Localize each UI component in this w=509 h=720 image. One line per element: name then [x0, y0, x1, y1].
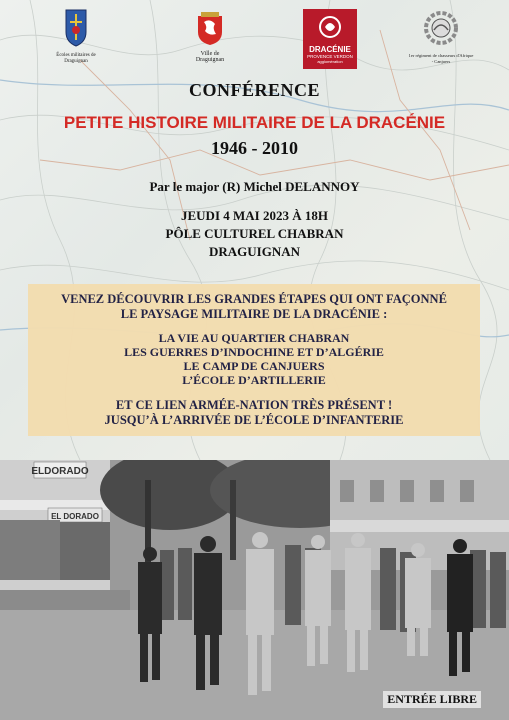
- page-title: PETITE HISTOIRE MILITAIRE DE LA DRACÉNIE: [63, 113, 446, 132]
- panel-intro-2: LE PAYSAGE MILITAIRE DE LA DRACÉNIE :: [120, 307, 388, 321]
- eldorado-sign-2: EL DORADO: [51, 512, 99, 521]
- panel-outro-2: JUSQU’À L’ARRIVÉE DE L’ÉCOLE D’INFANTERIE: [104, 413, 404, 427]
- panel-item-2: LES GUERRES D’INDOCHINE ET D’ALGÉRIE: [124, 345, 384, 359]
- panel-outro-1: ET CE LIEN ARMÉE-NATION TRÈS PRÉSENT !: [115, 398, 393, 412]
- ecoles-militaires-logo: [52, 8, 100, 65]
- dragon-crest-icon: [197, 12, 223, 46]
- speaker-label: Par le major (R) Michel DELANNOY: [149, 179, 360, 194]
- panel-item-3: LE CAMP DE CANJUERS: [183, 359, 325, 373]
- ecoles-label: Écoles militaires de Draguignan: [56, 53, 96, 64]
- eldorado-sign: ELDORADO: [31, 466, 89, 477]
- chasseurs-logo: [408, 8, 474, 64]
- venue-label: PÔLE CULTUREL CHABRAN: [165, 226, 344, 241]
- ville-draguignan-logo: [186, 12, 234, 63]
- shield-icon: [64, 8, 88, 48]
- dracenie-sub2: agglomération: [317, 59, 343, 64]
- program-panel: [28, 284, 480, 436]
- dracenie-label: DRACÉNIE: [309, 45, 351, 54]
- panel-intro-1: VENEZ DÉCOUVRIR LES GRANDES ÉTAPES QUI ONT FAÇONNÉ: [61, 292, 447, 306]
- chasseurs-label: 1er régiment de chasseurs d'Afrique - Canjuers: [408, 53, 474, 64]
- dracenie-sub: PROVENCE VERDON: [307, 54, 353, 59]
- parade-photo: [0, 460, 509, 720]
- conference-heading: CONFÉRENCE: [188, 80, 320, 100]
- city-label: DRAGUIGNAN: [209, 244, 300, 259]
- gear-emblem-icon: [421, 8, 461, 48]
- ville-label: Ville de Draguignan: [195, 51, 225, 63]
- years-label: 1946 - 2010: [211, 138, 298, 158]
- date-label: JEUDI 4 MAI 2023 À 18H: [181, 208, 328, 223]
- dracenie-logo: [303, 9, 357, 69]
- parade-photo-drawing: [0, 460, 509, 720]
- panel-item-4: L’ÉCOLE D’ARTILLERIE: [182, 373, 326, 387]
- entree-libre-label: ENTRÉE LIBRE: [383, 691, 481, 708]
- panel-item-1: LA VIE AU QUARTIER CHABRAN: [158, 331, 350, 345]
- dracenie-emblem-icon: [317, 14, 343, 40]
